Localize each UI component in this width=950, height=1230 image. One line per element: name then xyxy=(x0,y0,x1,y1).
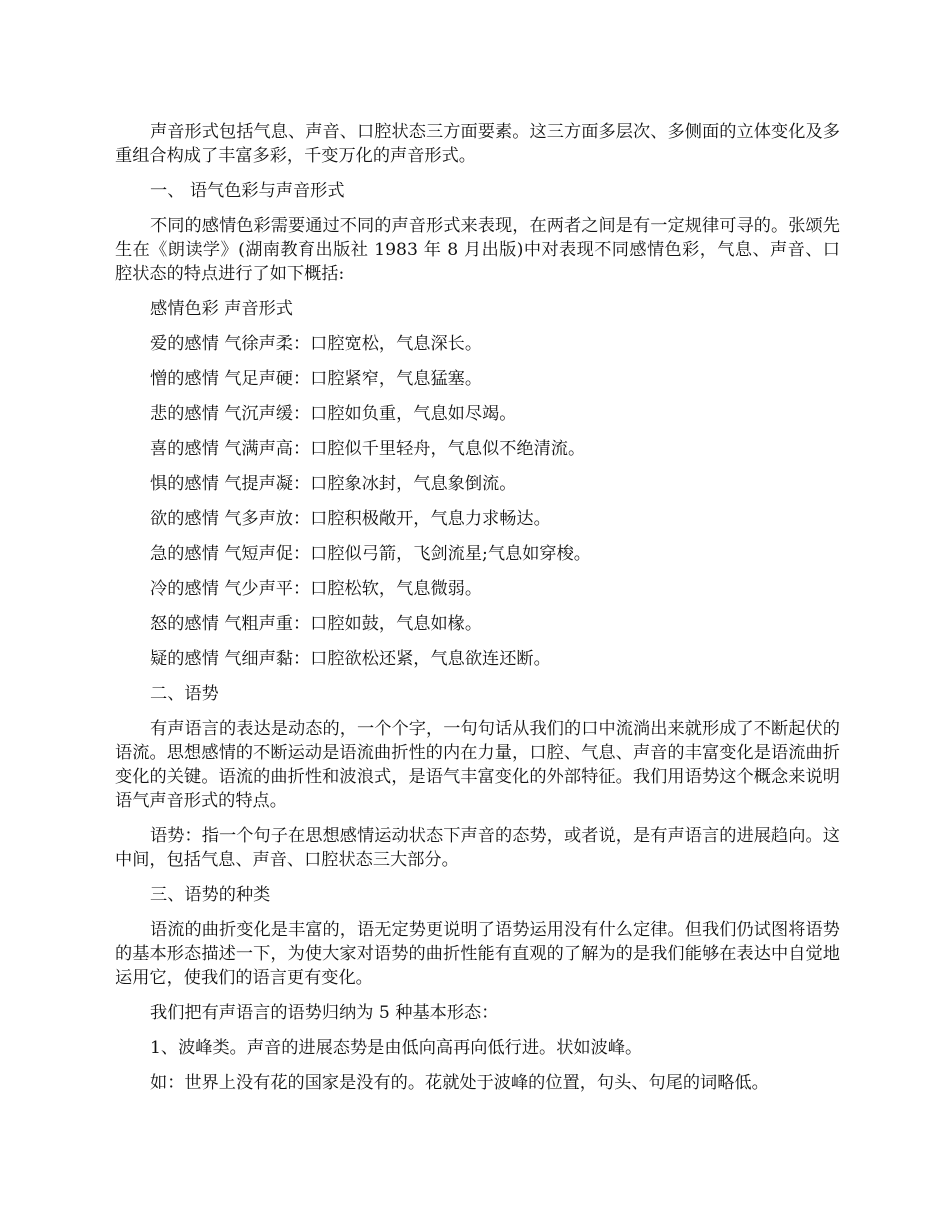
paragraph-five-forms: 我们把有声语言的语势归纳为 5 种基本形态： xyxy=(150,1003,499,1023)
emotion-line-love: 爱的感情 气徐声柔：口腔宽松，气息深长。 xyxy=(150,334,483,354)
emotion-line-desire: 欲的感情 气多声放：口腔积极敞开，气息力求畅达。 xyxy=(150,509,551,529)
paragraph-variation: 语流的曲折变化是丰富的，语无定势更说明了语势运用没有什么定律。但我们仍试图将语势的基本形态描述一下，为使大家对语势的曲折性能有直观的了解为的是我们能够在表达中自觉地运用它，使我们的语言更有变化。 xyxy=(115,920,840,988)
paragraph-example: 如：世界上没有花的国家是没有的。花就处于波峰的位置，句头、句尾的词略低。 xyxy=(150,1073,769,1093)
paragraph-speech-dynamics: 有声语言的表达是动态的，一个个字，一句句话从我们的口中流淌出来就形成了不断起伏的语流。思想感情的不断运动是语流曲折性的内在力量，口腔、气息、声音的丰富变化是语流曲折变化的关键。语流的曲折性和波浪式，是语气丰富变化的外部特征。我们用语势这个概念来说明语气声音形式的特点。 xyxy=(115,719,840,811)
emotion-line-hate: 憎的感情 气足声硬：口腔紧窄，气息猛塞。 xyxy=(150,369,483,389)
emotion-line-joy: 喜的感情 气满声高：口腔似千里轻舟，气息似不绝清流。 xyxy=(150,439,586,459)
paragraph-intro: 声音形式包括气息、声音、口腔状态三方面要素。这三方面多层次、多侧面的立体变化及多重组合构成了丰富多彩，千变万化的声音形式。 xyxy=(115,122,840,166)
emotion-line-urgency: 急的感情 气短声促：口腔似弓箭，飞剑流星;气息如穿梭。 xyxy=(150,544,591,564)
emotion-line-sorrow: 悲的感情 气沉声缓：口腔如负重，气息如尽竭。 xyxy=(150,404,517,424)
section-heading-2: 二、语势 xyxy=(150,684,219,704)
paragraph-wave-crest: 1、波峰类。声音的进展态势是由低向高再向低行进。状如波峰。 xyxy=(150,1038,643,1058)
emotion-line-doubt: 疑的感情 气细声黏：口腔欲松还紧，气息欲连还断。 xyxy=(150,649,551,669)
paragraph-definition: 语势：指一个句子在思想感情运动状态下声音的态势，或者说，是有声语言的进展趋向。这中间，包括气息、声音、口腔状态三大部分。 xyxy=(115,826,840,870)
document-body xyxy=(115,120,840,1106)
section-heading-3: 三、语势的种类 xyxy=(150,885,271,905)
section-heading-1: 一、 语气色彩与声音形式 xyxy=(150,181,345,201)
emotion-line-fear: 惧的感情 气提声凝：口腔象冰封，气息象倒流。 xyxy=(150,474,517,494)
emotion-line-anger: 怒的感情 气粗声重：口腔如鼓，气息如椽。 xyxy=(150,614,483,634)
emotion-line-cold: 冷的感情 气少声平：口腔松软，气息微弱。 xyxy=(150,579,483,599)
paragraph-emotion-intro: 不同的感情色彩需要通过不同的声音形式来表现，在两者之间是有一定规律可寻的。张颂先生在《朗读学》(湖南教育出版社 1983 年 8 月出版)中对表现不同感情色彩，气息、声音、口腔状态的特点进行了如下概括: xyxy=(115,216,840,284)
table-header-line: 感情色彩 声音形式 xyxy=(150,299,293,319)
